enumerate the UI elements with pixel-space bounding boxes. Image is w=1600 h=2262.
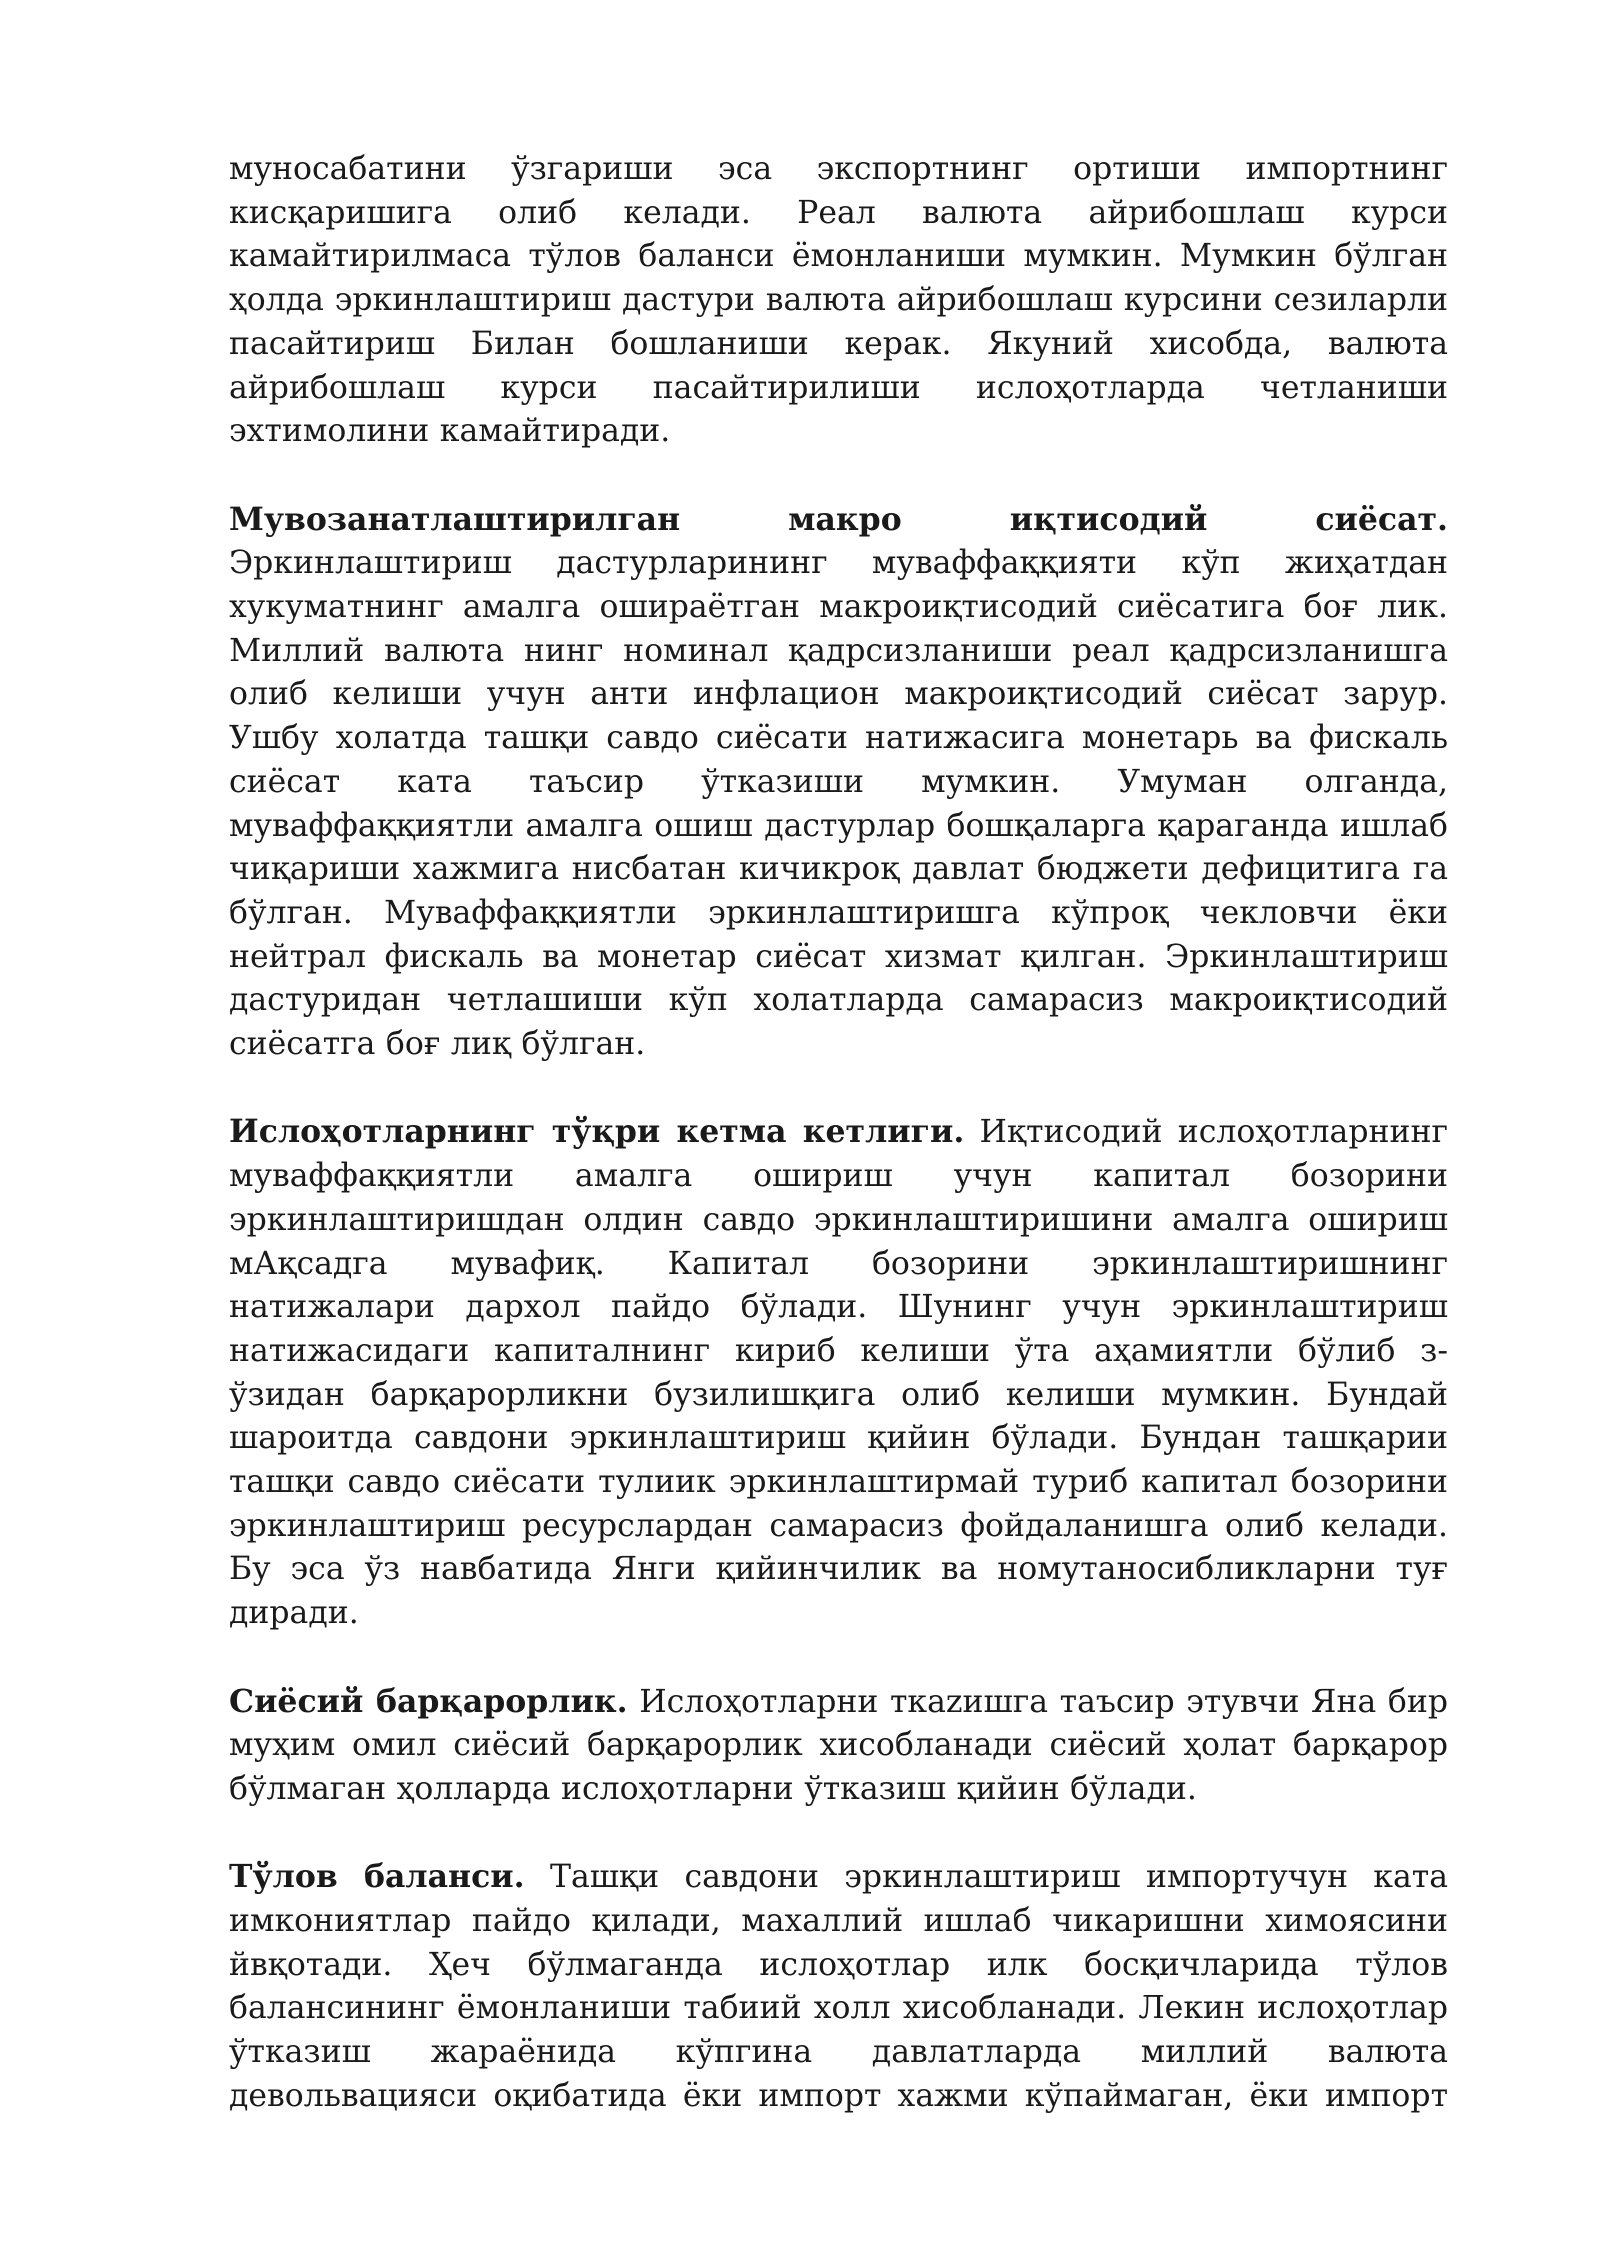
paragraph-balance-of-payments (229, 1855, 1448, 2118)
paragraph-political-stability (229, 1680, 1448, 1812)
paragraph-reform-sequence (229, 1110, 1448, 1635)
paragraph-heading: Сиёсий барқарорлик. (229, 1682, 628, 1720)
paragraph-text: Ислоҳотларни ткazишга таъсир этувчи Яна бир муҳим омил сиёсий барқарорлик хисобланади сиёсий ҳолат барқарор бўлмаган ҳолларда ислоҳотларни ўтказиш қийин бўлади. (229, 1683, 1448, 1807)
paragraph-exchange-rate (229, 148, 1448, 454)
paragraph-text: муносабатини ўзгариши эса экспортнинг ортиши импортнинг кисқаришига олиб келади. Реал валюта айрибошлаш курси камайтирилмаса тўлов баланси ёмонланиши мумкин. Мумкин бўлган ҳолда эркинлаштириш дастури валюта айрибошлаш курсини сезиларли пасайтириш Билан бошланиши керак. Якуний хисобда, валюта айрибошлаш курси пасайтирилиши ислоҳотларда четланиши эхтимолини камайтиради. (229, 151, 1448, 450)
paragraph-heading: Мувозанатлаштирилган макро иқтисодий сиёсат. (229, 500, 1448, 538)
paragraph-text: Эркинлаштириш дастурларининг муваффаққияти кўп жиҳатдан хукуматнинг амалга ошираётган макроиқтисодий сиёсатига боғ лик. Миллий валюта нинг номинал қадрсизланиши реал қадрсизланишга олиб келиши учун анти инфлацион макроиқтисодий сиёсат зарур. Ушбу холатда ташқи савдо сиёсати натижасига монетарь ва фискаль сиёсат ката таъсир ўтказиши мумкин. Умуман олганда, муваффаққиятли амалга ошиш дастурлар бошқаларга қараганда ишлаб чиқариши хажмига нисбатан кичикроқ давлат бюджети дефицитига га бўлган. Муваффаққиятли эркинлаштиришга кўпроқ чекловчи ёки нейтрал фискаль ва монетар сиёсат хизмат қилган. Эркинлаштириш дастуридан четлашиши кўп холатларда самарасиз макроиқтисодий сиёсатга боғ лиқ бўлган. (229, 545, 1448, 1063)
document-page (229, 148, 1448, 2162)
paragraph-macro-policy (229, 498, 1448, 1067)
paragraph-heading: Тўлов баланси. (229, 1858, 525, 1896)
paragraph-heading: Ислоҳотларнинг тўқри кетма кетлиги. (229, 1113, 965, 1151)
paragraph-text: Ташқи савдони эркинлаштириш импортучун ката имкониятлар пайдо қилади, махаллий ишлаб чикаришни химоясини йвқотади. Ҳеч бўлмаганда ислоҳотлар илк босқичларида тўлов балансининг ёмонланиши табиий холл хисобланади. Лекин ислоҳотлар ўтказиш жараёнида кўпгина давлатларда миллий валюта девольвацияси оқибатида ёки импорт хажми кўпаймаган, ёки импорт (229, 1859, 1448, 2114)
paragraph-text: Иқтисодий ислоҳотларнинг муваффаққиятли амалга ошириш учун капитал бозорини эркинлаштиришдан олдин савдо эркинлаштиришини амалга ошириш мАқсадга мувафиқ. Капитал бозорини эркинлаштиришнинг натижалари дархол пайдо бўлади. Шунинг учун эркинлаштириш натижасидаги капиталнинг кириб келиши ўта аҳамиятли бўлиб з-ўзидан барқарорликни бузилишқига олиб келиши мумкин. Бундай шароитда савдони эркинлаштириш қийин бўлади. Бундан ташқарии ташқи савдо сиёсати тулиик эркинлаштирмай туриб капитал бозорини эркинлаштириш ресурслардан самарасиз фойдаланишга олиб келади. Бу эса ўз навбатида Янги қийинчилик ва номутаносибликларни туғ диради. (229, 1114, 1448, 1632)
